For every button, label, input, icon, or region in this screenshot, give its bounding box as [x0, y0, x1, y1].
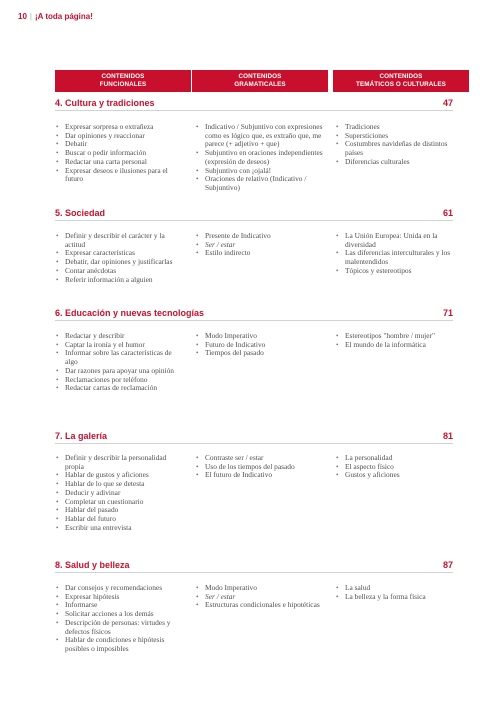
list-item: • Uso de los tiempos del pasado: [195, 463, 323, 472]
gramaticales-list: [195, 232, 323, 258]
list-item: • Modo Imperativo: [195, 584, 323, 593]
list-item: • Buscar o pedir información: [55, 149, 183, 158]
column-header-line: CONTENIDOS: [238, 73, 282, 80]
unit-name: 6. Educación y nuevas tecnologías: [55, 308, 205, 318]
funcionales-list: [55, 584, 183, 654]
list-item: • Presente de Indicativo: [195, 232, 323, 241]
list-item: • Debatir: [55, 140, 183, 149]
list-item: • Estilo indirecto: [195, 249, 323, 258]
list-item: • Solicitar acciones a los demás: [55, 610, 183, 619]
column-header-tematicos: [333, 70, 469, 92]
funcionales-list: [55, 454, 183, 532]
unit-title: [55, 308, 453, 321]
unit-title: [55, 98, 453, 111]
list-item: • Estructuras condicionales e hipotéticas: [195, 601, 323, 610]
list-item: • Hablar de gustos y aficiones: [55, 471, 183, 480]
list-item: • Diferencias culturales: [335, 158, 463, 167]
list-item: • Definir y describir la personalidad propia: [55, 454, 183, 471]
list-item: • Costumbres navideñas de distintos países: [335, 140, 463, 157]
list-item: • Escribir una entrevista: [55, 524, 183, 533]
unit-name: 8. Salud y belleza: [55, 560, 130, 570]
list-item: • Redactar y describir: [55, 332, 183, 341]
list-item: • Tópicos y estereotipos: [335, 267, 463, 276]
list-item: • Hablar del futuro: [55, 515, 183, 524]
list-item: • Referir información a alguien: [55, 276, 183, 285]
unit-title: [55, 560, 453, 573]
list-item: • Dar consejos y recomendaciones: [55, 584, 183, 593]
column-header-line: GRAMATICALES: [234, 81, 286, 88]
list-item: • Modo Imperativo: [195, 332, 323, 341]
list-item: • Contar anécdotas: [55, 267, 183, 276]
unit-page-number: 61: [442, 208, 453, 218]
list-item: • Expresar hipótesis: [55, 593, 183, 602]
list-item: • Ser / estar: [195, 593, 323, 602]
column-header-funcionales: [55, 70, 191, 92]
list-item: • La salud: [335, 584, 463, 593]
list-item: • Debatir, dar opiniones y justificarlas: [55, 258, 183, 267]
list-item: • Descripción de personas: virtudes y defectos físicos: [55, 619, 183, 636]
list-item: • Hablar de lo que se detesta: [55, 480, 183, 489]
list-item: • Dar opiniones y reaccionar: [55, 132, 183, 141]
unit-name: 7. La galería: [55, 431, 108, 441]
list-item: • Redactar una carta personal: [55, 158, 183, 167]
page-number: 10: [18, 12, 27, 21]
tematicos-list: [335, 123, 463, 167]
unit-page-number: 47: [442, 98, 453, 108]
list-item: • Definir y describir el carácter y la actitud: [55, 232, 183, 249]
funcionales-list: [55, 123, 183, 184]
list-item: • Hablar del pasado: [55, 506, 183, 515]
column-header-line: TEMÁTICOS O CULTURALES: [356, 81, 446, 88]
list-item: • Subjuntivo con ¡ojalá!: [195, 167, 323, 176]
unit-page-number: 87: [442, 560, 453, 570]
funcionales-list: [55, 332, 183, 393]
list-item: • Supersticiones: [335, 132, 463, 141]
list-item: • Ser / estar: [195, 241, 323, 250]
list-item: • La belleza y la forma física: [335, 593, 463, 602]
tematicos-list: [335, 584, 463, 601]
column-header-line: CONTENIDOS: [379, 73, 423, 80]
list-item: • Futuro de Indicativo: [195, 341, 323, 350]
list-item: • El aspecto físico: [335, 463, 463, 472]
list-item: • Captar la ironía y el humor: [55, 341, 183, 350]
column-header-line: FUNCIONALES: [99, 81, 147, 88]
list-item: • Estereotipos "hombre / mujer": [335, 332, 463, 341]
list-item: • Tiempos del pasado: [195, 349, 323, 358]
funcionales-list: [55, 232, 183, 284]
list-item: • La personalidad: [335, 454, 463, 463]
unit-title: [55, 208, 453, 221]
list-item: • Las diferencias interculturales y los malentendidos: [335, 249, 463, 266]
book-title: ¡A toda página!: [34, 12, 93, 21]
tematicos-list: [335, 332, 463, 349]
unit-name: 4. Cultura y tradiciones: [55, 98, 155, 108]
unit-title: [55, 431, 453, 444]
header-separator: |: [29, 12, 32, 21]
list-item: • Gustos y aficiones: [335, 471, 463, 480]
list-item: • Reclamaciones por teléfono: [55, 376, 183, 385]
list-item: • Informarse: [55, 601, 183, 610]
gramaticales-list: [195, 123, 323, 193]
unit-page-number: 71: [442, 308, 453, 318]
list-item: • Expresar sorpresa o extrañeza: [55, 123, 183, 132]
list-item: • El mundo de la informática: [335, 341, 463, 350]
gramaticales-list: [195, 584, 323, 610]
gramaticales-list: [195, 332, 323, 358]
list-item: • Oraciones de relativo (Indicativo / Subjuntivo): [195, 175, 323, 192]
list-item: • Hablar de condiciones e hipótesis posibles o imposibles: [55, 636, 183, 653]
list-item: • Dar razones para apoyar una opinión: [55, 367, 183, 376]
tematicos-list: [335, 454, 463, 480]
list-item: • Indicativo / Subjuntivo con expresiones como es lógico que, es extraño que, me parece (+ adjetivo + que): [195, 123, 323, 149]
list-item: • Expresar características: [55, 249, 183, 258]
list-item: • Tradiciones: [335, 123, 463, 132]
list-item: • El futuro de Indicativo: [195, 471, 323, 480]
tematicos-list: [335, 232, 463, 276]
unit-page-number: 81: [442, 431, 453, 441]
unit-name: 5. Sociedad: [55, 208, 106, 218]
column-header-line: CONTENIDOS: [101, 73, 145, 80]
gramaticales-list: [195, 454, 323, 480]
list-item: • La Unión Europea: Unida en la diversidad: [335, 232, 463, 249]
column-header-gramaticales: [192, 70, 328, 92]
list-item: • Deducir y adivinar: [55, 489, 183, 498]
list-item: • Completar un cuestionario: [55, 498, 183, 507]
list-item: • Expresar deseos e ilusiones para el futuro: [55, 167, 183, 184]
list-item: • Informar sobre las características de algo: [55, 349, 183, 366]
list-item: • Contraste ser / estar: [195, 454, 323, 463]
running-head: [18, 12, 93, 21]
list-item: • Redactar cartas de reclamación: [55, 384, 183, 393]
list-item: • Subjuntivo en oraciones independientes (expresión de deseos): [195, 149, 323, 166]
